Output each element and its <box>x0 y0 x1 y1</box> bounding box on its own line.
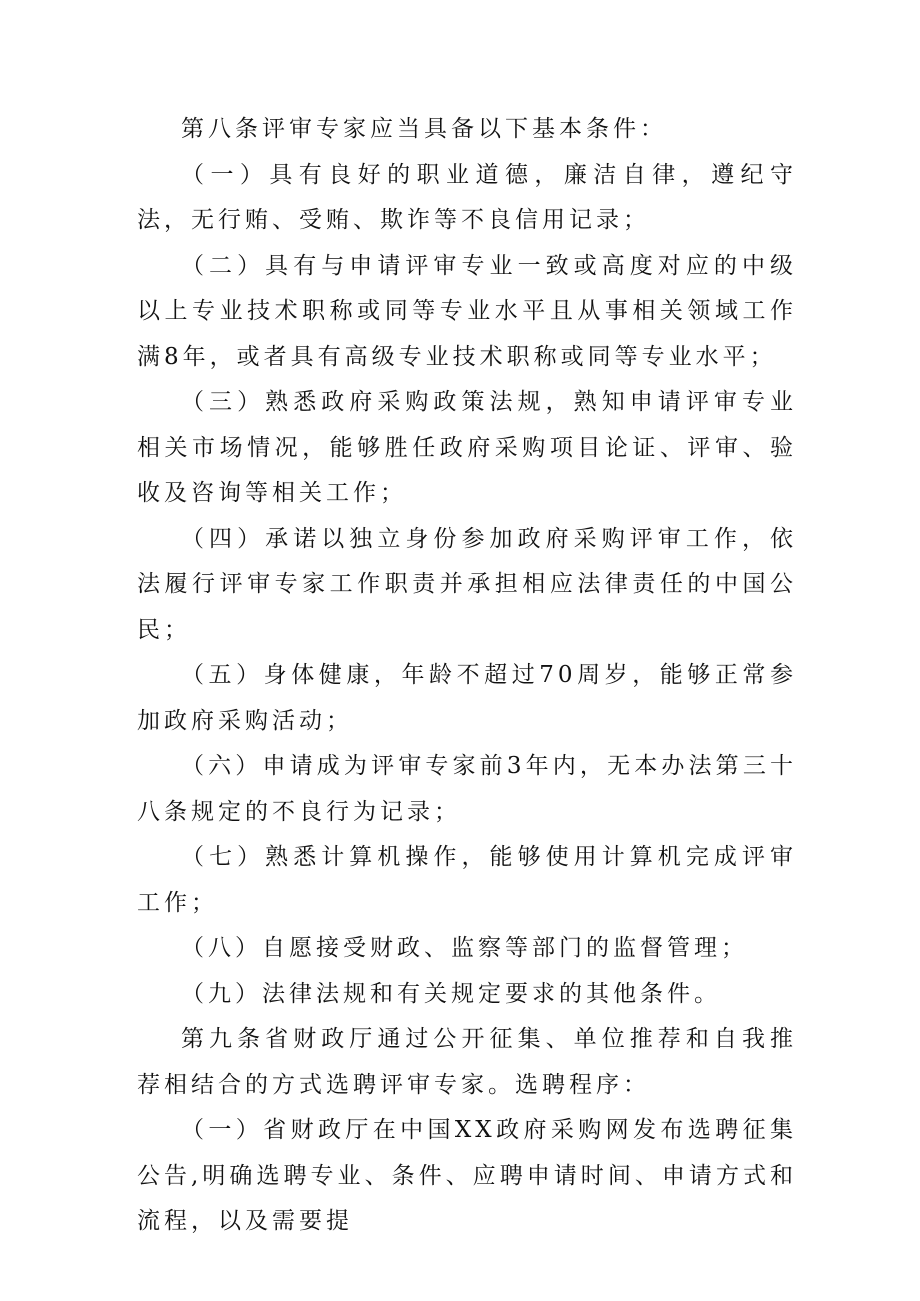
article-8-item-2: （二）具有与申请评审专业一致或高度对应的中级以上专业技术职称或同等专业水平且从事相关领域工作满8年，或者具有高级专业技术职称或同等专业水平； <box>137 252 797 370</box>
article-9-item-1: （一）省财政厅在中国XX政府采购网发布选聘征集公告,明确选聘专业、条件、应聘申请时间、申请方式和流程，以及需要提 <box>137 1117 797 1234</box>
document-body <box>137 107 797 1245</box>
article-8-heading: 第八条评审专家应当具备以下基本条件： <box>181 116 667 142</box>
article-8-item-7: （七）熟悉计算机操作，能够使用计算机完成评审工作； <box>137 844 797 916</box>
article-8-item-5: （五）身体健康，年龄不超过70周岁，能够正常参加政府采购活动； <box>137 662 797 734</box>
article-8-item-3: （三）熟悉政府采购政策法规，熟知申请评审专业相关市场情况，能够胜任政府采购项目论证、评审、验收及咨询等相关工作； <box>137 389 797 506</box>
article-8-item-6: （六）申请成为评审专家前3年内，无本办法第三十八条规定的不良行为记录； <box>137 753 797 825</box>
article-8-item-9: （九）法律法规和有关规定要求的其他条件。 <box>181 980 721 1007</box>
article-8-item-1: （一）具有良好的职业道德，廉洁自律，遵纪守法，无行贿、受贿、欺诈等不良信用记录； <box>137 161 797 233</box>
article-9-heading: 第九条省财政厅通过公开征集、单位推荐和自我推荐相结合的方式选聘评审专家。选聘程序： <box>137 1026 797 1098</box>
article-8-item-8: （八）自愿接受财政、监察等部门的监督管理； <box>181 935 748 961</box>
article-8-item-4: （四）承诺以独立身份参加政府采购评审工作，依法履行评审专家工作职责并承担相应法律责任的中国公民； <box>137 525 797 643</box>
